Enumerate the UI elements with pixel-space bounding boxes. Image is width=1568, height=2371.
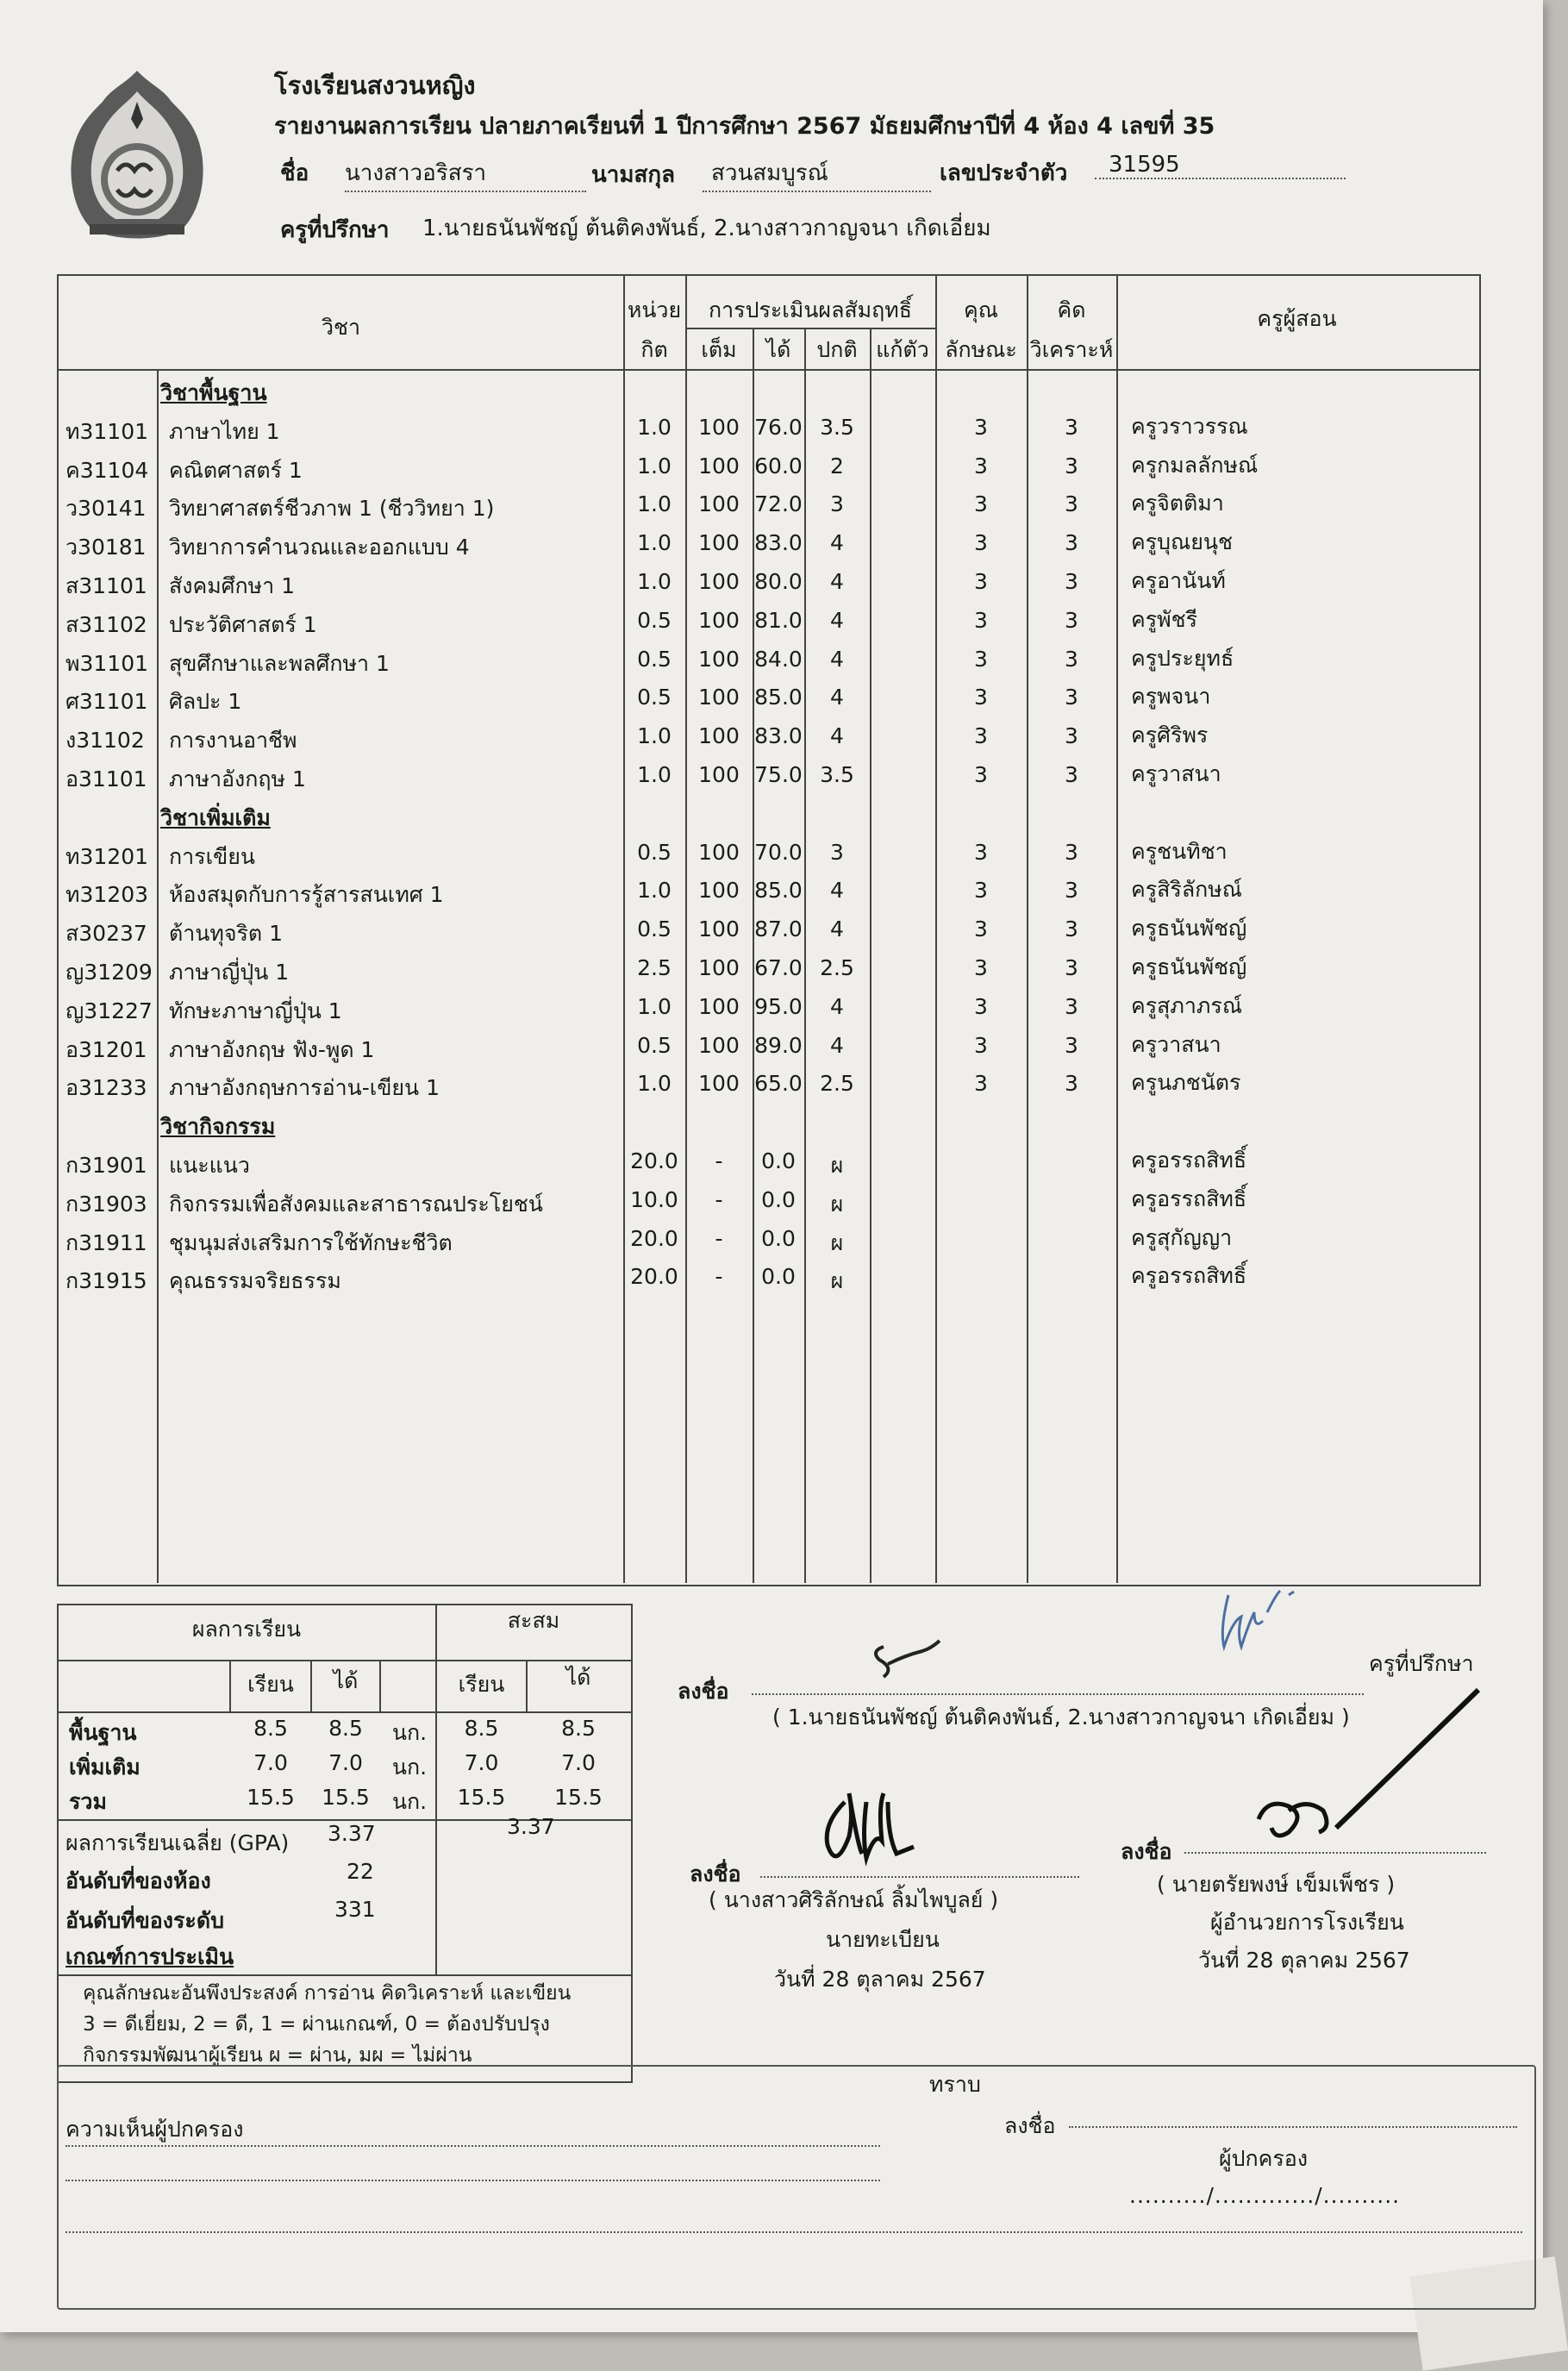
col-normal-header: ปกติ xyxy=(816,337,858,362)
subject-name: วิทยาการคำนวณและออกแบบ 4 xyxy=(169,535,470,560)
teacher-name: ครูสุภาภรณ์ xyxy=(1131,992,1243,1018)
subject-name: การงานอาชีพ xyxy=(169,728,297,754)
got-score: 72.0 xyxy=(754,491,803,517)
subject-code: ท31203 xyxy=(66,882,149,908)
got-score: 65.0 xyxy=(754,1071,803,1097)
subject-name: ชุมนุมส่งเสริมการใช้ทักษะชีวิต xyxy=(169,1229,453,1255)
summary-unit-abbr: นก. xyxy=(391,1755,428,1780)
subject-code: ญ31227 xyxy=(66,998,153,1023)
subject-name: กิจกรรมเพื่อสังคมและสาธารณประโยชน์ xyxy=(169,1191,543,1217)
character-score: 3 xyxy=(974,723,988,749)
thinking-score: 3 xyxy=(1065,453,1078,479)
thinking-score: 3 xyxy=(1065,955,1078,980)
character-score: 3 xyxy=(974,491,988,517)
rank-level-value: 331 xyxy=(334,1897,376,1922)
grade-value: 4 xyxy=(830,607,844,633)
advisor-label: ครูที่ปรึกษา xyxy=(280,217,390,243)
thinking-score: 3 xyxy=(1065,569,1078,594)
subject-name: ประวัติศาสตร์ 1 xyxy=(169,611,317,637)
parent-sign-label: ลงชื่อ xyxy=(1004,2113,1056,2138)
col-char-header-top: คุณ xyxy=(964,297,998,322)
col-unit-header-bottom: กิต xyxy=(640,337,668,362)
summary-study: 8.5 xyxy=(253,1716,288,1741)
criteria-line-1: คุณลักษณะอันพึงประสงค์ การอ่าน คิดวิเคราะห์ และเขียน xyxy=(83,1982,572,2005)
registrar-name: ( นางสาวศิริลักษณ์ ลิ้มไพบูลย์ ) xyxy=(709,1887,999,1912)
advisor-sign-names: ( 1.นายธนันพัชญ์ ต้นติคงพันธ์, 2.นางสาวกาญจนา เกิดเอี่ยม ) xyxy=(772,1705,1350,1730)
unit-value: 20.0 xyxy=(630,1148,678,1173)
unit-value: 1.0 xyxy=(637,414,672,440)
full-score: 100 xyxy=(698,646,740,672)
teacher-name: ครูประยุทธ์ xyxy=(1131,645,1234,671)
thinking-score: 3 xyxy=(1065,1032,1078,1058)
grade-value: 3 xyxy=(830,839,844,865)
thinking-score: 3 xyxy=(1065,530,1078,556)
parent-opinion-label: ความเห็นผู้ปกครอง xyxy=(66,2117,244,2142)
subject-name: คุณธรรมจริยธรรม xyxy=(169,1268,341,1294)
teacher-name: ครูวราวรรณ xyxy=(1131,413,1248,439)
study-label: เรียน xyxy=(247,1672,294,1697)
character-score: 3 xyxy=(974,955,988,980)
summary-got: 8.5 xyxy=(328,1716,363,1741)
teacher-name: ครูกมลลักษณ์ xyxy=(1131,452,1259,478)
advisor-sign-label: ลงชื่อ xyxy=(678,1679,729,1704)
teacher-name: ครูธนันพัชญ์ xyxy=(1131,954,1247,979)
thinking-score: 3 xyxy=(1065,993,1078,1019)
grade-value: 3 xyxy=(830,491,844,517)
summary-cum-study: 8.5 xyxy=(464,1716,499,1741)
grade-value: 4 xyxy=(830,646,844,672)
character-score: 3 xyxy=(974,607,988,633)
thinking-score: 3 xyxy=(1065,762,1078,787)
subject-name: คณิตศาสตร์ 1 xyxy=(169,457,303,483)
director-role: ผู้อำนวยการโรงเรียน xyxy=(1210,1910,1404,1935)
unit-value: 20.0 xyxy=(630,1264,678,1290)
teacher-name: ครูศิริพร xyxy=(1131,723,1209,748)
full-score: 100 xyxy=(698,607,740,633)
rank-level-label: อันดับที่ของระดับ xyxy=(66,1908,224,1933)
character-score: 3 xyxy=(974,530,988,556)
teacher-name: ครูอรรถสิทธิ์ xyxy=(1131,1186,1247,1211)
teacher-name: ครูจิตติมา xyxy=(1131,491,1224,516)
name-label: ชื่อ xyxy=(280,160,309,186)
student-surname: สวนสมบูรณ์ xyxy=(703,155,931,192)
full-score: 100 xyxy=(698,1032,740,1058)
summary-row-label: รวม xyxy=(69,1789,107,1814)
subject-name: การเขียน xyxy=(169,843,255,869)
subject-name: สุขศึกษาและพลศึกษา 1 xyxy=(169,650,390,676)
teacher-name: ครูธนันพัชญ์ xyxy=(1131,916,1247,942)
section-title: วิชากิจกรรม xyxy=(160,1114,276,1140)
thinking-score: 3 xyxy=(1065,723,1078,749)
got-score: 89.0 xyxy=(754,1032,803,1058)
unit-value: 0.5 xyxy=(637,839,672,865)
character-score: 3 xyxy=(974,839,988,865)
teacher-name: ครูบุณยนุช xyxy=(1131,529,1233,555)
section-title: วิชาพื้นฐาน xyxy=(160,380,267,405)
unit-value: 0.5 xyxy=(637,1032,672,1058)
got-score: 0.0 xyxy=(761,1186,796,1212)
teacher-name: ครูชนทิชา xyxy=(1131,838,1228,864)
grade-value: 4 xyxy=(830,530,844,556)
unit-value: 0.5 xyxy=(637,685,672,710)
director-sign-line xyxy=(1184,1836,1486,1854)
header-divider xyxy=(57,369,1479,371)
character-score: 3 xyxy=(974,762,988,787)
subject-code: ว30181 xyxy=(66,535,147,560)
subject-code: ค31104 xyxy=(66,457,149,483)
grade-value: 4 xyxy=(830,723,844,749)
full-score: 100 xyxy=(698,762,740,787)
subject-code: ส31101 xyxy=(66,573,147,598)
advisor-names: 1.นายธนันพัชญ์ ต้นติคงพันธ์, 2.นางสาวกาญจนา เกิดเอี่ยม xyxy=(422,216,991,241)
unit-value: 0.5 xyxy=(637,607,672,633)
character-score: 3 xyxy=(974,993,988,1019)
grade-value: 4 xyxy=(830,685,844,710)
parent-acknowledge: ทราบ xyxy=(929,2072,981,2097)
grade-value: 2.5 xyxy=(820,955,854,980)
gpa-label: ผลการเรียนเฉลี่ย (GPA) xyxy=(66,1830,290,1855)
teacher-name: ครูนภชนัตร xyxy=(1131,1070,1241,1096)
unit-value: 1.0 xyxy=(637,530,672,556)
summary-line xyxy=(57,1974,631,1976)
grade-value: ผ xyxy=(830,1191,844,1217)
surname-label: นามสกุล xyxy=(591,162,676,188)
character-score: 3 xyxy=(974,1032,988,1058)
id-label: เลขประจำตัว xyxy=(940,160,1068,186)
grade-value: 4 xyxy=(830,878,844,904)
advisor-role: ครูที่ปรึกษา xyxy=(1369,1651,1474,1676)
table-column-line xyxy=(1116,274,1118,1583)
grade-value: 4 xyxy=(830,569,844,594)
unit-value: 10.0 xyxy=(630,1186,678,1212)
col-unit-header-top: หน่วย xyxy=(627,297,682,322)
school-name: โรงเรียนสงวนหญิง xyxy=(274,71,476,100)
summary-cum-got: 15.5 xyxy=(554,1785,603,1810)
got-label: ได้ xyxy=(333,1668,359,1693)
registrar-date: วันที่ 28 ตุลาคม 2567 xyxy=(774,1967,986,1992)
grade-value: 3.5 xyxy=(820,762,854,787)
grade-value: 4 xyxy=(830,993,844,1019)
col-teacher-header: ครูผู้สอน xyxy=(1257,306,1337,331)
unit-value: 1.0 xyxy=(637,453,672,479)
full-score: 100 xyxy=(698,723,740,749)
section-title: วิชาเพิ่มเติม xyxy=(160,804,271,830)
criteria-title: เกณฑ์การประเมิน xyxy=(66,1944,234,1969)
subject-name: ห้องสมุดกับการรู้สารสนเทศ 1 xyxy=(169,882,444,908)
report-title: รายงานผลการเรียน ปลายภาคเรียนที่ 1 ปีการศึกษา 2567 มัธยมศึกษาปีที่ 4 ห้อง 4 เลขที่ 35 xyxy=(274,113,1215,140)
unit-value: 1.0 xyxy=(637,723,672,749)
summary-study: 7.0 xyxy=(253,1750,288,1775)
got-score: 0.0 xyxy=(761,1264,796,1290)
subject-code: ว30141 xyxy=(66,496,147,522)
thinking-score: 3 xyxy=(1065,646,1078,672)
unit-value: 0.5 xyxy=(637,646,672,672)
col-eval-header: การประเมินผลสัมฤทธิ์ xyxy=(708,297,913,322)
school-emblem-icon xyxy=(64,67,210,248)
teacher-name: ครูอานันท์ xyxy=(1131,568,1226,593)
subject-name: ภาษาอังกฤษการอ่าน-เขียน 1 xyxy=(169,1075,440,1101)
subject-code: ก31901 xyxy=(66,1153,147,1178)
summary-cum-study: 7.0 xyxy=(464,1750,499,1775)
student-name: นางสาวอริสรา xyxy=(345,155,586,192)
unit-value: 1.0 xyxy=(637,1071,672,1097)
criteria-line-3: กิจกรรมพัฒนาผู้เรียน ผ = ผ่าน, มผ = ไม่ผ่าน xyxy=(83,2044,472,2067)
teacher-name: ครูสิริลักษณ์ xyxy=(1131,877,1242,903)
col-got-header: ได้ xyxy=(765,337,791,362)
subject-code: ส31102 xyxy=(66,611,147,637)
character-score: 3 xyxy=(974,414,988,440)
director-date: วันที่ 28 ตุลาคม 2567 xyxy=(1198,1948,1410,1973)
unit-value: 1.0 xyxy=(637,878,672,904)
gpa-cumulative: 3.37 xyxy=(507,1814,555,1839)
full-score: 100 xyxy=(698,916,740,942)
advisor-signature-2 xyxy=(1203,1578,1315,1673)
summary-cum-got: 7.0 xyxy=(561,1750,596,1775)
got-score: 84.0 xyxy=(754,646,803,672)
table-column-line xyxy=(157,371,159,1583)
full-score: 100 xyxy=(698,530,740,556)
thinking-score: 3 xyxy=(1065,1071,1078,1097)
registrar-role: นายทะเบียน xyxy=(826,1927,940,1952)
director-signature xyxy=(1241,1681,1491,1854)
subject-name: ภาษาญี่ปุ่น 1 xyxy=(169,960,290,985)
full-score: - xyxy=(715,1186,723,1212)
summary-cum-got: 8.5 xyxy=(561,1716,596,1741)
parent-role: ผู้ปกครอง xyxy=(1219,2146,1309,2171)
subject-code: ก31911 xyxy=(66,1229,147,1255)
grade-value: ผ xyxy=(830,1268,844,1294)
subject-name: ภาษาอังกฤษ 1 xyxy=(169,766,306,791)
unit-value: 1.0 xyxy=(637,491,672,517)
full-score: 100 xyxy=(698,955,740,980)
subject-code: อ31233 xyxy=(66,1075,147,1101)
got-score: 95.0 xyxy=(754,993,803,1019)
character-score: 3 xyxy=(974,916,988,942)
subject-name: สังคมศึกษา 1 xyxy=(169,573,296,598)
full-score: 100 xyxy=(698,839,740,865)
summary-row-label: เพิ่มเติม xyxy=(69,1755,141,1780)
subject-code: ศ31101 xyxy=(66,689,148,715)
rank-room-label: อันดับที่ของห้อง xyxy=(66,1868,211,1893)
subject-code: ท31201 xyxy=(66,843,149,869)
subject-name: ศิลปะ 1 xyxy=(169,689,242,715)
grade-value: 3.5 xyxy=(820,414,854,440)
got-score: 83.0 xyxy=(754,530,803,556)
subject-code: ก31903 xyxy=(66,1191,147,1217)
grade-value: 2 xyxy=(830,453,844,479)
full-score: 100 xyxy=(698,491,740,517)
got-score: 85.0 xyxy=(754,685,803,710)
full-score: 100 xyxy=(698,1071,740,1097)
table-column-line xyxy=(870,328,871,1583)
full-score: 100 xyxy=(698,569,740,594)
grade-value: ผ xyxy=(830,1229,844,1255)
thinking-score: 3 xyxy=(1065,685,1078,710)
subject-code: ญ31209 xyxy=(66,960,153,985)
registrar-sign-line xyxy=(760,1861,1079,1878)
summary-line xyxy=(379,1660,381,1711)
thinking-score: 3 xyxy=(1065,916,1078,942)
parent-sign-line xyxy=(1069,2111,1517,2128)
director-name: ( นายตรัยพงษ์ เข็มเพ็ชร ) xyxy=(1157,1872,1396,1897)
summary-row-label: พื้นฐาน xyxy=(69,1720,137,1745)
unit-value: 1.0 xyxy=(637,569,672,594)
full-score: 100 xyxy=(698,414,740,440)
teacher-name: ครูวาสนา xyxy=(1131,1031,1221,1057)
subject-code: อ31201 xyxy=(66,1036,147,1062)
got-score: 0.0 xyxy=(761,1225,796,1251)
subject-code: อ31101 xyxy=(66,766,147,791)
grade-value: ผ xyxy=(830,1153,844,1178)
subject-code: ท31101 xyxy=(66,418,149,444)
col-char-header-bottom: ลักษณะ xyxy=(945,337,1017,362)
got-score: 67.0 xyxy=(754,955,803,980)
got-score: 80.0 xyxy=(754,569,803,594)
cum-got-label: ได้ xyxy=(565,1665,591,1690)
summary-unit-abbr: นก. xyxy=(391,1789,428,1814)
full-score: - xyxy=(715,1225,723,1251)
student-id: 31595 xyxy=(1095,152,1346,179)
advisor-signature-1 xyxy=(862,1630,957,1681)
got-score: 87.0 xyxy=(754,916,803,942)
got-score: 70.0 xyxy=(754,839,803,865)
gpa-value: 3.37 xyxy=(328,1821,376,1846)
subject-name: ทักษะภาษาญี่ปุ่น 1 xyxy=(169,998,342,1023)
opinion-line-2 xyxy=(66,2164,880,2181)
got-score: 60.0 xyxy=(754,453,803,479)
subject-name: ภาษาไทย 1 xyxy=(169,418,280,444)
thinking-score: 3 xyxy=(1065,607,1078,633)
got-score: 83.0 xyxy=(754,723,803,749)
opinion-line-1 xyxy=(66,2130,880,2147)
col-think-header-bottom: วิเคราะห์ xyxy=(1029,337,1114,362)
thinking-score: 3 xyxy=(1065,839,1078,865)
subject-name: วิทยาศาสตร์ชีวภาพ 1 (ชีววิทยา 1) xyxy=(169,496,495,522)
summary-study: 15.5 xyxy=(247,1785,295,1810)
summary-cum-study: 15.5 xyxy=(457,1785,506,1810)
thinking-score: 3 xyxy=(1065,491,1078,517)
subject-name: ต้านทุจริต 1 xyxy=(169,921,284,947)
unit-value: 20.0 xyxy=(630,1225,678,1251)
got-score: 75.0 xyxy=(754,762,803,787)
grade-value: 4 xyxy=(830,1032,844,1058)
rank-room-value: 22 xyxy=(347,1859,374,1884)
col-fix-header: แก้ตัว xyxy=(876,337,929,362)
unit-value: 1.0 xyxy=(637,993,672,1019)
grade-value: 4 xyxy=(830,916,844,942)
summary-line xyxy=(57,1711,631,1713)
subject-name: ภาษาอังกฤษ ฟัง-พูด 1 xyxy=(169,1036,375,1062)
character-score: 3 xyxy=(974,685,988,710)
summary-got: 7.0 xyxy=(328,1750,363,1775)
got-score: 85.0 xyxy=(754,878,803,904)
thinking-score: 3 xyxy=(1065,878,1078,904)
character-score: 3 xyxy=(974,878,988,904)
teacher-name: ครูสุกัญญา xyxy=(1131,1224,1233,1250)
parent-date-blank: ........../............./.......... xyxy=(1129,2183,1401,2208)
full-score: 100 xyxy=(698,685,740,710)
full-score: 100 xyxy=(698,878,740,904)
character-score: 3 xyxy=(974,646,988,672)
thinking-score: 3 xyxy=(1065,414,1078,440)
subject-code: ส30237 xyxy=(66,921,147,947)
teacher-name: ครูวาสนา xyxy=(1131,761,1221,786)
eval-subheader-line xyxy=(685,328,935,329)
teacher-name: ครูพจนา xyxy=(1131,684,1211,710)
cum-study-label: เรียน xyxy=(458,1672,505,1697)
teacher-name: ครูพัชรี xyxy=(1131,606,1198,632)
subject-code: พ31101 xyxy=(66,650,149,676)
got-score: 0.0 xyxy=(761,1148,796,1173)
character-score: 3 xyxy=(974,1071,988,1097)
subject-code: ง31102 xyxy=(66,728,145,754)
summary-got: 15.5 xyxy=(322,1785,370,1810)
full-score: - xyxy=(715,1264,723,1290)
teacher-name: ครูอรรถสิทธิ์ xyxy=(1131,1263,1247,1289)
unit-value: 0.5 xyxy=(637,916,672,942)
registrar-sign-label: ลงชื่อ xyxy=(690,1861,741,1886)
grade-value: 2.5 xyxy=(820,1071,854,1097)
got-score: 81.0 xyxy=(754,607,803,633)
subject-name: แนะแนว xyxy=(169,1153,250,1178)
results-label: ผลการเรียน xyxy=(191,1617,302,1642)
teacher-name: ครูอรรถสิทธิ์ xyxy=(1131,1148,1247,1173)
character-score: 3 xyxy=(974,569,988,594)
character-score: 3 xyxy=(974,453,988,479)
summary-unit-abbr: นก. xyxy=(391,1720,428,1745)
col-subject-header: วิชา xyxy=(321,315,361,340)
full-score: - xyxy=(715,1148,723,1173)
col-think-header-top: คิด xyxy=(1057,297,1086,322)
full-score: 100 xyxy=(698,993,740,1019)
criteria-line-2: 3 = ดีเยี่ยม, 2 = ดี, 1 = ผ่านเกณฑ์, 0 = ต้องปรับปรุง xyxy=(83,2013,550,2036)
opinion-line-3 xyxy=(66,2216,1522,2233)
cumulative-label: สะสม xyxy=(507,1608,560,1633)
director-sign-label: ลงชื่อ xyxy=(1121,1839,1172,1864)
unit-value: 2.5 xyxy=(637,955,672,980)
subject-code: ก31915 xyxy=(66,1268,147,1294)
col-full-header: เต็ม xyxy=(701,337,737,362)
full-score: 100 xyxy=(698,453,740,479)
unit-value: 1.0 xyxy=(637,762,672,787)
got-score: 76.0 xyxy=(754,414,803,440)
